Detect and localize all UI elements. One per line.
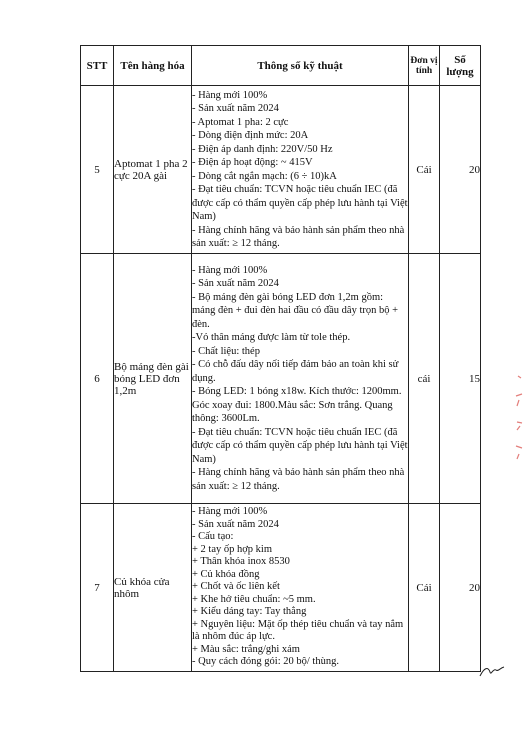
row-unit: cái <box>409 254 440 504</box>
spec-line: - Chất liệu: thép <box>192 345 260 357</box>
row-spec <box>192 504 409 672</box>
row-unit: Cái <box>409 504 440 672</box>
header-row <box>81 46 481 86</box>
spec-line: + Màu sắc: trắng/ghi xám <box>192 643 300 655</box>
table-row <box>81 254 481 504</box>
header-stt: STT <box>81 46 114 86</box>
spec-line: - Có chỗ đấu dây nối tiếp đảm bảo an toàn khi sử dụng. <box>192 359 399 384</box>
table-row <box>81 504 481 672</box>
spec-line: + 2 tay ốp hợp kim <box>192 543 273 555</box>
spec-line: - Đạt tiêu chuẩn: TCVN hoặc tiêu chuẩn IEC (đã được cấp có thẩm quyền cấp phép lưu hành tại Việt Nam) <box>192 184 408 222</box>
spec-line: - Aptomat 1 pha: 2 cực <box>192 116 289 128</box>
row-quantity: 20 <box>440 504 481 672</box>
spec-line: - Hàng mới 100% <box>192 264 268 276</box>
spec-line: - Sản xuất năm 2024 <box>192 518 279 530</box>
row-item-name: Bộ máng đèn gài bóng LED đơn 1,2m <box>114 254 192 504</box>
spec-line: - Bóng LED: 1 bóng x18w. Kích thước: 1200mm. Góc xoay đui: 1800.Màu sắc: Sơn trắng. Quang thông: 3600Lm. <box>192 386 402 425</box>
row-spec <box>192 254 409 504</box>
signature-mark <box>478 662 508 682</box>
spec-line: - Quy cách đóng gói: 20 bộ/ thùng. <box>192 656 339 668</box>
stamp-mark <box>512 370 526 470</box>
row-item-name: Aptomat 1 pha 2 cực 20A gài <box>114 86 192 254</box>
row-stt: 7 <box>81 504 114 672</box>
row-quantity: 15 <box>440 254 481 504</box>
spec-line: - Cấu tạo: <box>192 531 234 543</box>
spec-line: - Bộ máng đèn gài bóng LED đơn 1,2m gồm: máng đèn + đui đèn hai đầu có đầu dây trọn bộ + đèn. <box>192 291 399 330</box>
spec-line: + Củ khóa đồng <box>192 568 260 580</box>
spec-line: - Dòng cắt ngắn mạch: (6 ÷ 10)kA <box>192 170 337 182</box>
spec-line: + Thân khóa inox 8530 <box>192 556 290 568</box>
spec-line: -Vỏ thân máng được làm từ tole thép. <box>192 332 351 344</box>
row-stt: 6 <box>81 254 114 504</box>
spec-line: + Chốt và ốc liên kết <box>192 581 280 593</box>
header-qty: Số lượng <box>440 46 481 86</box>
header-name: Tên hàng hóa <box>114 46 192 86</box>
spec-line: - Hàng mới 100% <box>192 89 268 101</box>
spec-line: - Hàng chính hãng và bảo hành sản phẩm theo nhà sản xuất: ≥ 12 tháng. <box>192 224 405 249</box>
spec-line: - Hàng mới 100% <box>192 506 268 518</box>
header-spec: Thông số kỹ thuật <box>192 46 409 86</box>
row-stt: 5 <box>81 86 114 254</box>
spec-line: + Kiểu dáng tay: Tay thẳng <box>192 606 307 618</box>
header-unit: Đơn vị tính <box>409 46 440 86</box>
table-row <box>81 86 481 254</box>
spec-line: - Đạt tiêu chuẩn: TCVN hoặc tiêu chuẩn IEC (đã được cấp có thẩm quyền cấp phép lưu hành tại Việt Nam) <box>192 426 408 465</box>
row-spec <box>192 86 409 254</box>
spec-line: - Sản xuất năm 2024 <box>192 278 279 290</box>
row-quantity: 20 <box>440 86 481 254</box>
spec-line: + Nguyên liệu: Mặt ốp thép tiêu chuẩn và tay nắm là nhôm đúc áp lực. <box>192 618 404 643</box>
row-unit: Cái <box>409 86 440 254</box>
spec-line: - Hàng chính hãng và bảo hành sản phẩm theo nhà sản xuất: ≥ 12 tháng. <box>192 467 405 492</box>
spec-line: - Điện áp hoạt động: ~ 415V <box>192 157 313 168</box>
spec-line: - Sản xuất năm 2024 <box>192 103 279 114</box>
spec-line: - Dòng điện định mức: 20A <box>192 130 309 141</box>
specification-table <box>80 45 481 672</box>
spec-line: - Điện áp danh định: 220V/50 Hz <box>192 143 333 155</box>
row-item-name: Củ khóa cửa nhôm <box>114 504 192 672</box>
spec-line: + Khe hở tiêu chuẩn: ~5 mm. <box>192 593 316 605</box>
